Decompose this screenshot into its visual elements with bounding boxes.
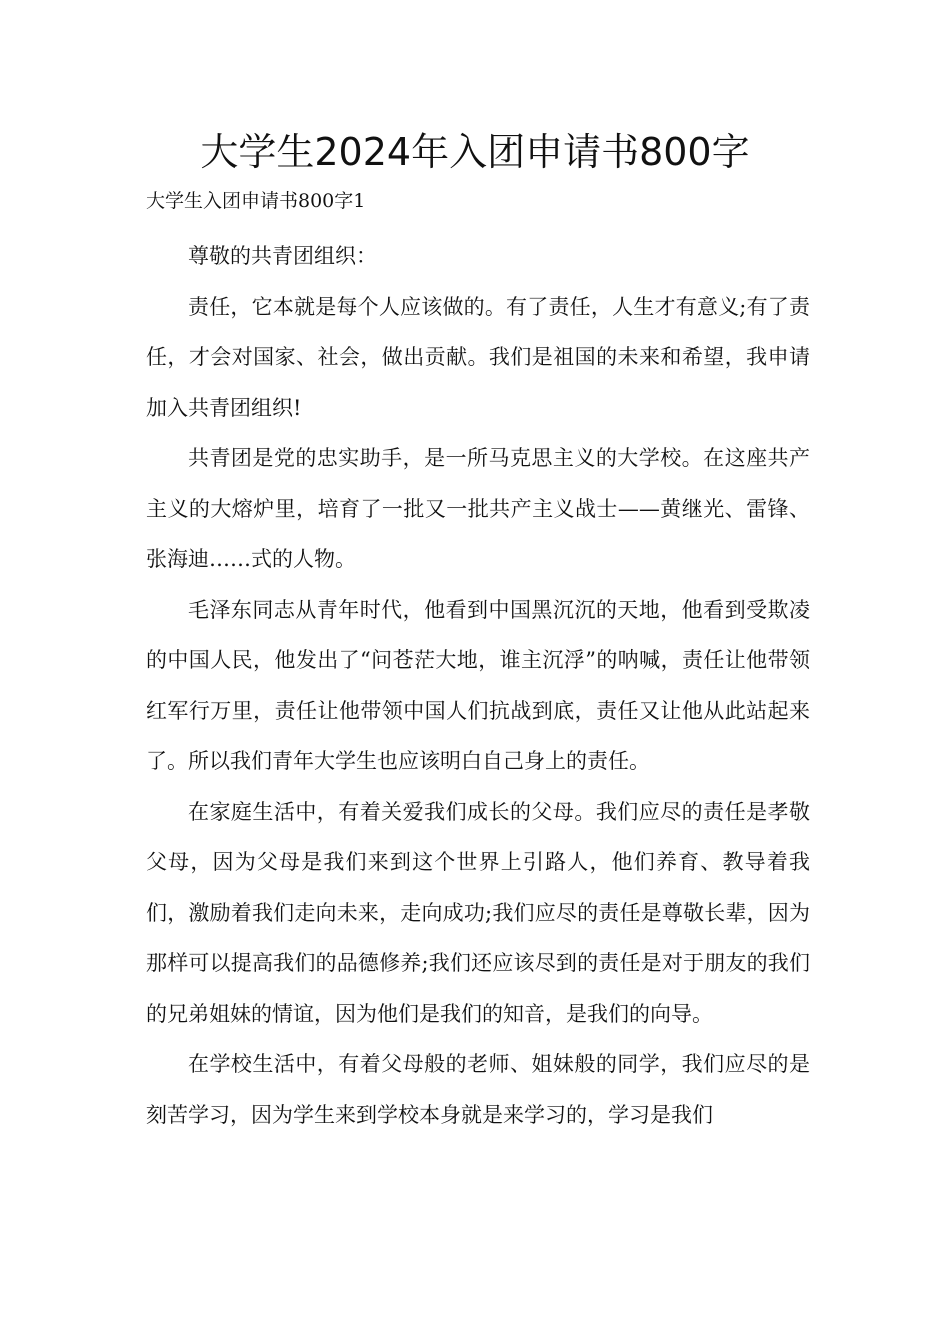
body-paragraph: 毛泽东同志从青年时代，他看到中国黑沉沉的天地，他看到受欺凌的中国人民，他发出了“问苍茫大地，谁主沉浮”的呐喊，责任让他带领红军行万里，责任让他带领中国人们抗战到底，责任又让他从此站起来了。所以我们青年大学生也应该明白自己身上的责任。: [146, 597, 810, 773]
document-body: [146, 231, 810, 1140]
document-subtitle: 大学生入团申请书800字1: [146, 190, 366, 212]
body-paragraph: 在学校生活中，有着父母般的老师、姐妹般的同学，我们应尽的是刻苦学习，因为学生来到学校本身就是来学习的，学习是我们: [146, 1052, 810, 1127]
body-paragraph: 共青团是党的忠实助手，是一所马克思主义的大学校。在这座共产主义的大熔炉里，培育了一批又一批共产主义战士——黄继光、雷锋、张海迪……式的人物。: [146, 446, 810, 571]
salutation: 尊敬的共青团组织：: [188, 244, 377, 268]
body-paragraph: 在家庭生活中，有着关爱我们成长的父母。我们应尽的责任是孝敬父母，因为父母是我们来到这个世界上引路人，他们养育、教导着我们，激励着我们走向未来，走向成功;我们应尽的责任是尊敬长辈，因为那样可以提高我们的品德修养;我们还应该尽到的责任是对于朋友的我们的兄弟姐妹的情谊，因为他们是我们的知音，是我们的向导。: [146, 799, 810, 1026]
body-paragraph: 责任，它本就是每个人应该做的。有了责任，人生才有意义;有了责任，才会对国家、社会，做出贡献。我们是祖国的未来和希望，我申请加入共青团组织!: [146, 294, 810, 420]
document-title: 大学生2024年入团申请书800字: [200, 130, 750, 174]
